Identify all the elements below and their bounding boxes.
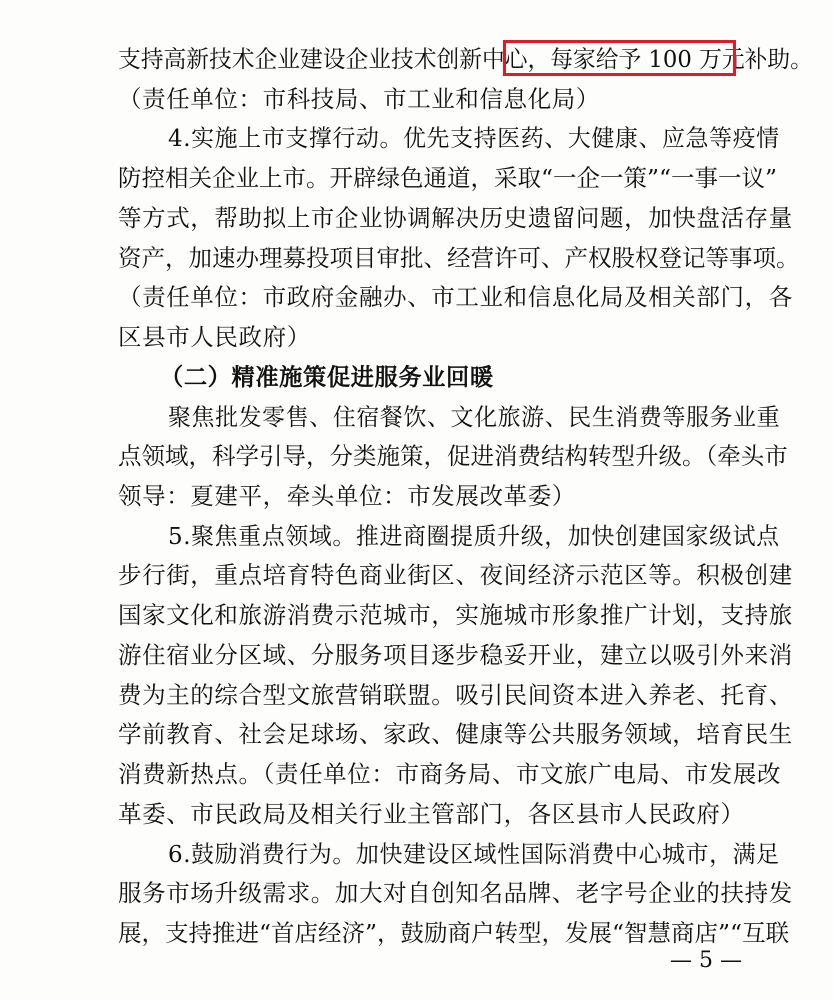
text-line-16: 游住宿业分区域、分服务项目逐步稳妥开业，建立以吸引外来消 [118,641,793,669]
page-number: — 5 — [670,948,742,973]
section-heading: （二）精准施策促进服务业回暖 [160,363,494,391]
text-line-10: 聚焦批发零售、住宿餐饮、文化旅游、民生消费等服务业重 [168,403,781,431]
text-line-2: （责任单位：市科技局、市工业和信息化局） [118,85,600,113]
text-line-18: 学前教育、社会足球场、家政、健康等公共服务领域，培育民生 [118,720,793,748]
text-line-20: 革委、市民政局及相关行业主管部门，各区县市人民政府） [118,800,745,828]
text-line-3: 4.实施上市支撑行动。优先支持医药、大健康、应急等疫情 [168,124,780,152]
text-line-13: 5.聚焦重点领域。推进商圈提质升级，加快创建国家级试点 [168,522,780,550]
text-line-12: 领导：夏建平，牵头单位：市发展改革委） [118,482,576,510]
text-line-7: （责任单位：市政府金融办、市工业和信息化局及相关部门，各 [118,283,793,311]
text-line-11: 点领域，科学引导，分类施策，促进消费结构转型升级。（牵头市 [118,442,788,470]
text-line-5: 等方式，帮助拟上市企业协调解决历史遗留问题，加快盘活存量 [118,204,793,232]
text-line-17: 费为主的综合型文旅营销联盟。吸引民间资本进入养老、托育、 [118,681,793,709]
text-line-1: 支持高新技术企业建设企业技术创新中心，每家给予 100 万元补助。 [118,45,813,73]
text-line-23: 展，支持推进“首店经济”，鼓励商户转型，发展“智慧商店”“互联 [118,919,790,947]
text-line-8: 区县市人民政府） [118,323,311,351]
text-line-21: 6.鼓励消费行为。加快建设区域性国际消费中心城市，满足 [168,840,780,868]
text-line-6: 资产，加速办理募投项目审批、经营许可、产权股权登记等事项。 [118,244,800,272]
text-line-4: 防控相关企业上市。开辟绿色通道，采取“一企一策”“一事一议” [118,164,778,192]
text-line-19: 消费新热点。（责任单位：市商务局、市文旅广电局、市发展改 [118,760,782,788]
text-line-22: 服务市场升级需求。加大对自创知名品牌、老字号企业的扶持发 [118,879,793,907]
text-line-14: 步行街，重点培育特色商业街区、夜间经济示范区等。积极创建 [118,561,793,589]
text-line-15: 国家文化和旅游消费示范城市，实施城市形象推广计划，支持旅 [118,601,793,629]
